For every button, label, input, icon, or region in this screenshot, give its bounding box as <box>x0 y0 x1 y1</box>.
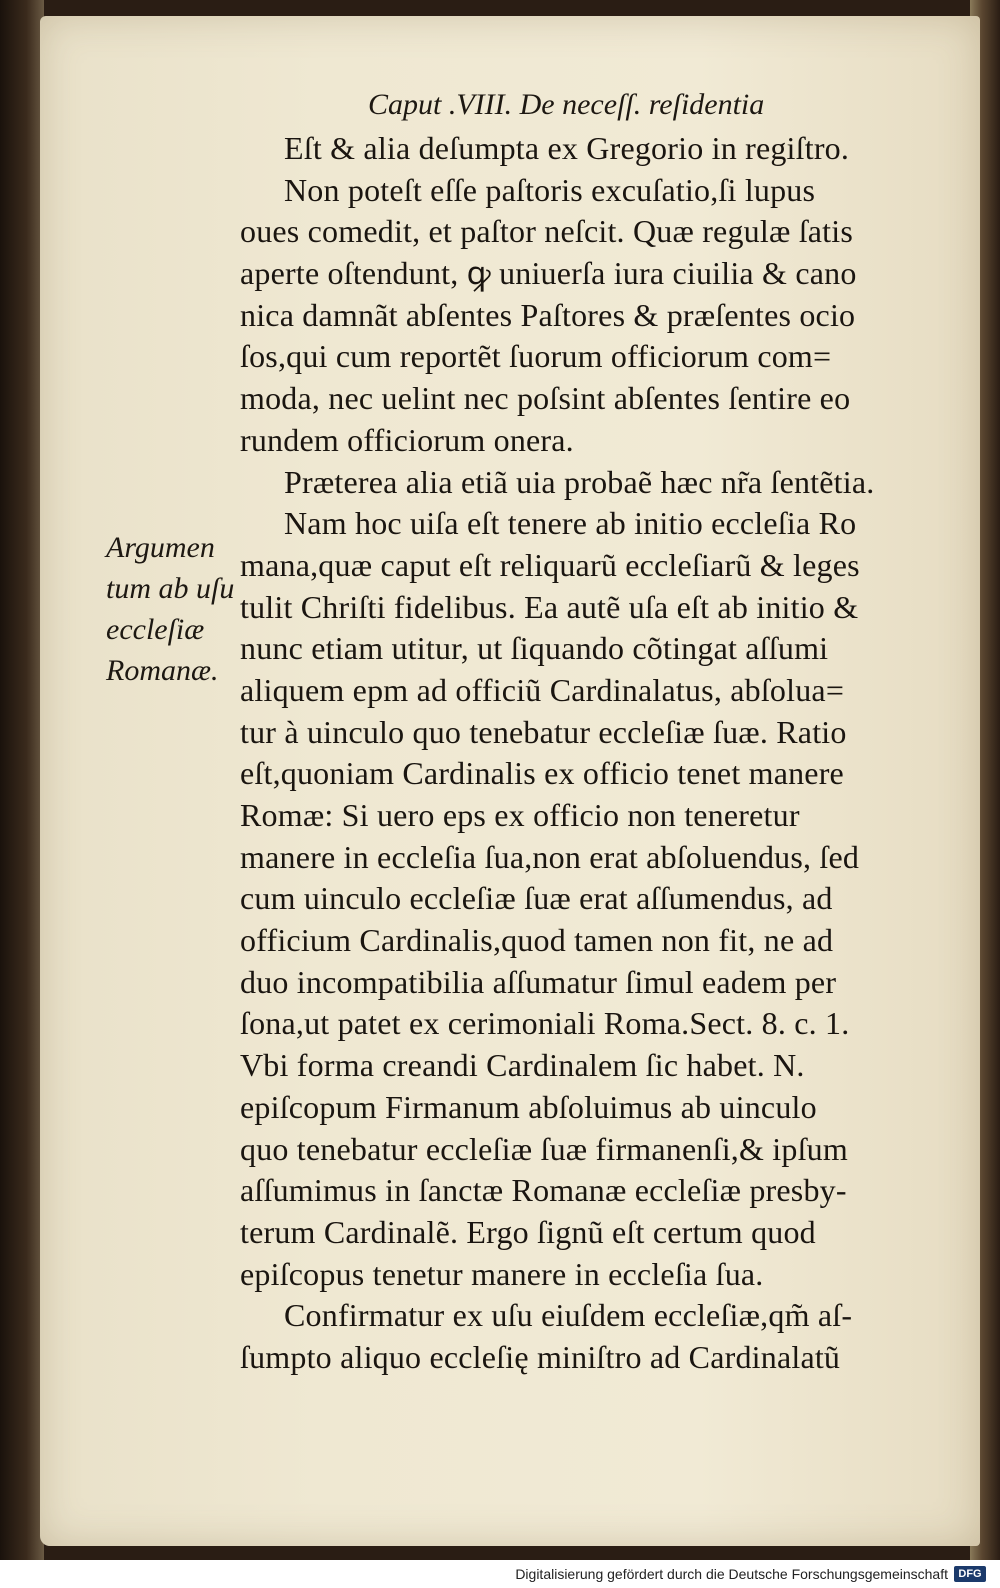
digitization-credit: Digitalisierung gefördert durch die Deutsche Forschungsgemeinschaft <box>515 1566 948 1582</box>
text-line: Non poteſt eſſe paſtoris excuſatio,ſi lupus <box>284 171 816 208</box>
running-head: Caput .VIII. De neceſſ. reſidentia <box>368 88 765 121</box>
margin-note-line: eccleſiæ <box>106 613 205 646</box>
body-text <box>240 128 940 1379</box>
text-line: terum Cardinalẽ. Ergo ſignũ eſt certum quod <box>240 1213 816 1250</box>
text-line: tulit Chriſti fidelibus. Ea autẽ uſa eſt ab initio & <box>240 588 859 625</box>
text-line: Confirmatur ex uſu eiuſdem eccleſiæ,qm̃ aſ- <box>284 1297 853 1334</box>
text-line: mana,quæ caput eſt reliquarũ eccleſiarũ & leges <box>240 546 860 583</box>
text-line: cum uinculo eccleſiæ ſuæ erat aſſumendus, ad <box>240 880 833 917</box>
text-line: nica damnãt abſentes Paſtores & præſentes ocio <box>240 296 856 333</box>
book-binding-left <box>0 0 44 1560</box>
text-line: tur à uinculo quo tenebatur eccleſiæ ſuæ. Ratio <box>240 713 847 750</box>
text-line: duo incompatibilia aſſumatur ſimul eadem per <box>240 963 837 1000</box>
margin-note-line: Argumen <box>106 531 215 564</box>
text-line: Nam hoc uiſa eſt tenere ab initio eccleſia Ro <box>284 505 857 542</box>
text-line: Eſt & alia deſumpta ex Gregorio in regiſtro. <box>284 130 850 166</box>
text-line: Vbi forma creandi Cardinalem ſic habet. N. <box>240 1047 805 1084</box>
text-line: officium Cardinalis,quod tamen non fit, ne ad <box>240 922 834 959</box>
text-line: aſſumimus in ſanctæ Romanæ eccleſiæ presby- <box>240 1172 847 1209</box>
text-line: aliquem epm ad officiũ Cardinalatus, abſolua= <box>240 671 845 708</box>
text-line: eſt,quoniam Cardinalis ex officio tenet manere <box>240 755 844 792</box>
text-line: ſona,ut patet ex cerimoniali Roma.Sect. 8. c. 1. <box>240 1005 850 1042</box>
text-line: ſumpto aliquo eccleſię miniſtro ad Cardinalatũ <box>240 1338 841 1375</box>
text-line: oues comedit, et paſtor neſcit. Quæ regulæ ſatis <box>240 213 854 250</box>
text-line: epiſcopum Firmanum abſoluimus ab uinculo <box>240 1088 817 1125</box>
text-line: Romæ: Si uero eps ex officio non teneretur <box>240 797 800 833</box>
text-line: epiſcopus tenetur manere in eccleſia ſua. <box>240 1255 764 1292</box>
text-line: moda, nec uelint nec poſsint abſentes ſentire eo <box>240 380 851 417</box>
text-line: aperte oſtendunt, ꝙ uniuerſa iura ciuilia & cano <box>240 255 857 292</box>
margin-note-line: Romanæ. <box>106 654 219 687</box>
text-line: Præterea alia etiã uia probaẽ hæc nr̃a ſentẽtia. <box>284 463 875 500</box>
margin-note <box>106 527 246 691</box>
text-line: quo tenebatur eccleſiæ ſuæ firmanenſi,& ipſum <box>240 1130 848 1167</box>
text-line: nunc etiam utitur, ut ſiquando cõtingat aſſumi <box>240 630 829 667</box>
text-line: manere in eccleſia ſua,non erat abſoluendus, ſed <box>240 838 860 875</box>
text-line: rundem officiorum onera. <box>240 421 574 458</box>
margin-note-line: tum ab uſu <box>106 572 235 605</box>
dfg-logo: DFG <box>954 1566 986 1582</box>
text-line: ſos,qui cum reportẽt ſuorum officiorum com= <box>240 338 832 375</box>
